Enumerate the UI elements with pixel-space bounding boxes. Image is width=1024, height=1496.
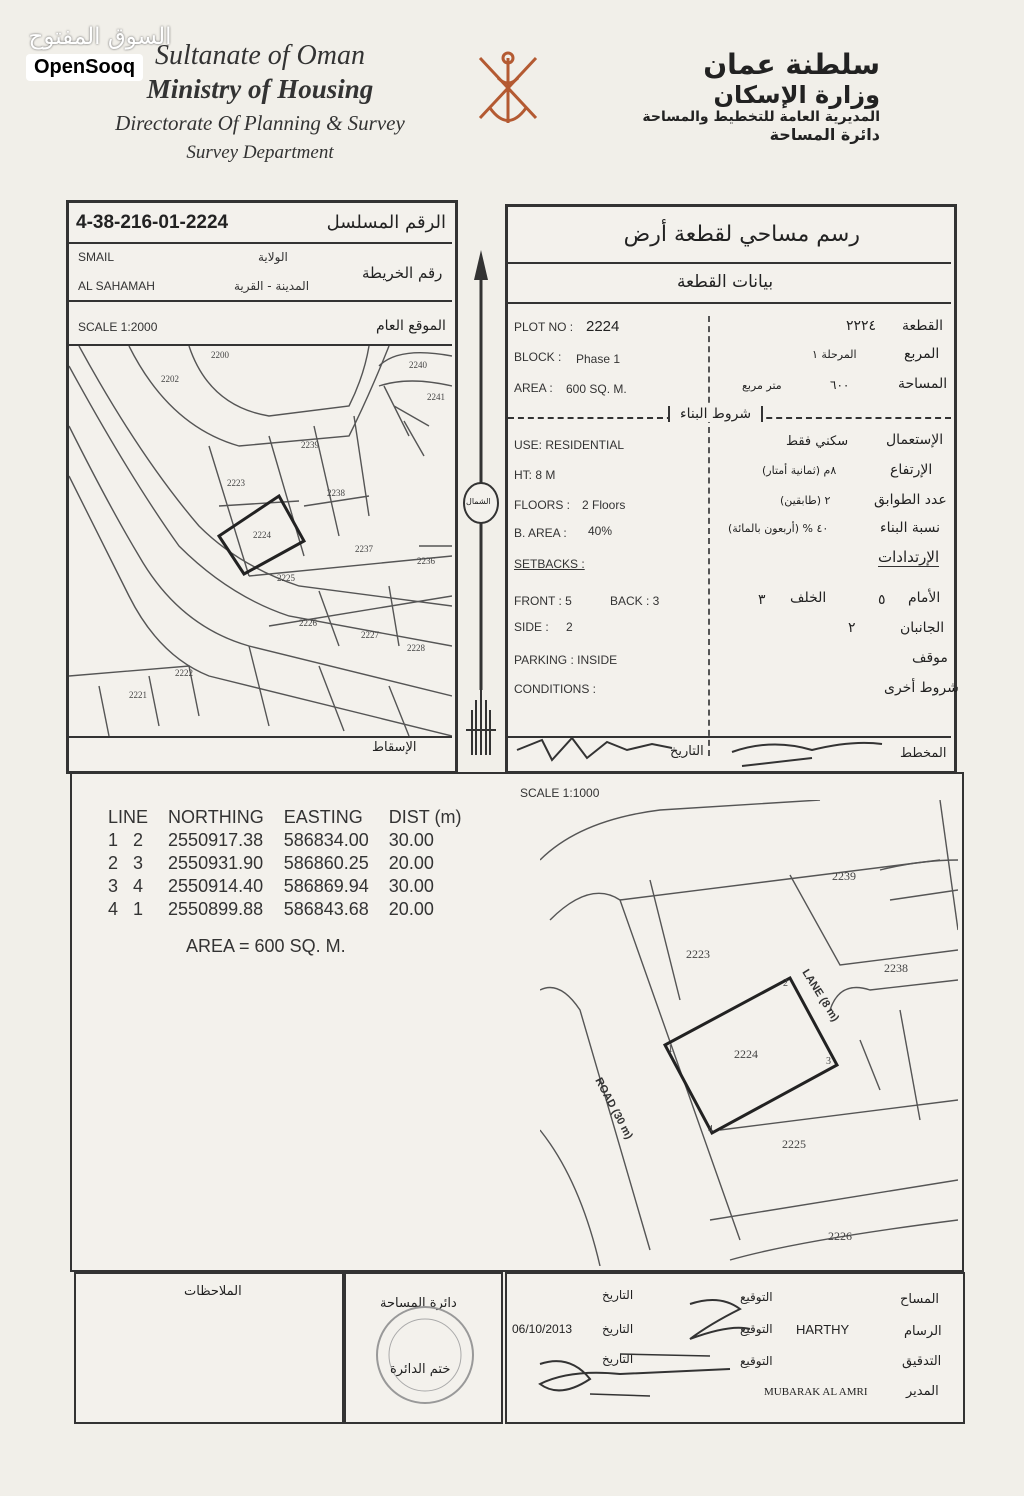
detail-plot-label: 2225	[782, 1137, 806, 1151]
building-area-ar-label: نسبة البناء	[880, 520, 941, 536]
location-map	[69, 346, 452, 736]
floors-label: FLOORS :	[514, 498, 571, 512]
plot-no-value: 2224	[586, 318, 620, 335]
drafter-date: 06/10/2013	[512, 1322, 573, 1336]
date-label: التاريخ	[602, 1322, 634, 1336]
coord-line: 2 3	[108, 853, 144, 873]
table-row	[98, 875, 471, 898]
map-plot-label: 2225	[277, 573, 295, 583]
wilayat-label: الولاية	[258, 250, 288, 264]
coord-line: 3 4	[108, 876, 144, 896]
conditions-ar-label: شروط أخرى	[884, 680, 959, 696]
header-ar-line3: المديرية العامة للتخطيط والمساحة	[642, 109, 880, 125]
floors-ar-value: ٢ (طابقين)	[780, 494, 831, 507]
watermark-arabic: السوق المفتوح	[28, 24, 172, 50]
back-setback-label: BACK : 3	[610, 594, 660, 608]
side-setback-value: 2	[566, 620, 573, 634]
plot-data-subtitle: بيانات القطعة	[676, 272, 774, 292]
surveyor-label: المساح	[900, 1292, 940, 1307]
front-setback-ar-value: ٥	[878, 592, 886, 608]
city-label: المدينة - القرية	[234, 279, 310, 293]
header-arabic	[640, 48, 880, 144]
building-area-ar-value: ٤٠ % (أربعون بالمائة)	[728, 522, 829, 535]
coord-dist: 30.00	[388, 876, 434, 896]
lane-label: LANE (8 m)	[799, 967, 842, 1024]
header-en-line3: Directorate Of Planning & Survey	[115, 111, 405, 135]
planner-date-label: التاريخ	[670, 744, 704, 759]
drafter-name: HARTHY	[796, 1322, 850, 1337]
scale-general: SCALE 1:2000	[78, 320, 158, 334]
map-plot-label: 2228	[407, 643, 425, 653]
detail-scale: SCALE 1:1000	[520, 786, 600, 800]
map-plot-label: 2240	[409, 360, 427, 370]
block-value: Phase 1	[576, 352, 621, 366]
area-value: 600 SQ. M.	[566, 382, 627, 396]
serial-number: 4-38-216-01-2224	[76, 212, 229, 233]
coord-northing: 2550931.90	[168, 853, 264, 873]
coord-line: 1 2	[108, 830, 144, 850]
signatures-scribble	[530, 1284, 760, 1414]
coord-easting: 586834.00	[283, 830, 369, 850]
setbacks-ar-label: الإرتدادات	[878, 548, 940, 566]
map-plot-label: 2223	[227, 478, 245, 488]
detail-plot-label: 2238	[884, 961, 908, 975]
location-label: الموقع العام	[376, 318, 446, 334]
director-name: MUBARAK AL AMRI	[764, 1386, 868, 1398]
use-ar-label: الإستعمال	[886, 432, 944, 448]
road-label: ROAD (30 m)	[592, 1075, 635, 1142]
map-plot-label: 2226	[299, 618, 317, 628]
map-number-label: رقم الخريطة	[362, 264, 443, 282]
coord-easting: 586860.25	[283, 853, 369, 873]
divider	[69, 300, 452, 302]
detail-map	[540, 800, 958, 1266]
map-plot-label: 2241	[427, 392, 445, 402]
plot-no-label: PLOT NO :	[514, 320, 574, 334]
coord-header: EASTING	[283, 807, 363, 827]
use-ar-value: سكني فقط	[786, 434, 849, 449]
floors-value: 2 Floors	[582, 498, 626, 512]
map-plot-label: 2236	[417, 556, 435, 566]
coord-northing: 2550899.88	[168, 899, 264, 919]
side-setback-label: SIDE :	[514, 620, 549, 634]
header-en-line1: Sultanate of Oman	[155, 40, 365, 71]
height-ar-label: الإرتفاع	[890, 462, 933, 478]
plot-ar-label: القطعة	[902, 318, 943, 334]
detail-plot-label: 2223	[686, 947, 710, 961]
notes-label: الملاحظات	[184, 1284, 242, 1299]
block-ar-value: المرحلة ١	[812, 348, 857, 361]
map-plot-label: 2227	[361, 630, 379, 640]
coord-easting: 586869.94	[283, 876, 369, 896]
signature-label: التوقيع	[740, 1322, 773, 1336]
coord-dist: 20.00	[388, 899, 434, 919]
divider	[508, 262, 951, 264]
coord-line: 4 1	[108, 899, 144, 919]
plot-ar-value: ٢٢٢٤	[846, 318, 877, 334]
area-ar-label: المساحة	[898, 376, 948, 392]
total-area: AREA = 600 SQ. M.	[186, 936, 346, 956]
table-row	[98, 898, 471, 921]
coord-easting: 586843.68	[283, 899, 369, 919]
floors-ar-label: عدد الطوابق	[874, 492, 947, 508]
header-en-line4: Survey Department	[186, 142, 334, 163]
oman-emblem-icon	[468, 38, 548, 138]
planner-label: المخطط	[900, 746, 947, 761]
back-setback-ar-value: ٣	[758, 592, 766, 608]
serial-label: الرقم المسلسل	[326, 212, 446, 233]
block-ar-label: المربع	[904, 346, 940, 362]
north-label: الشمال	[466, 497, 491, 506]
header-en-line2: Ministry of Housing	[146, 74, 374, 104]
header-ar-line4: دائرة المساحة	[769, 125, 880, 144]
projection-label: الإسقاط	[372, 740, 417, 755]
coord-dist: 30.00	[388, 830, 434, 850]
divider	[69, 242, 452, 244]
watermark-brand: OpenSooq	[26, 54, 143, 81]
side-setback-ar-value: ٢	[848, 620, 856, 636]
table-row	[98, 829, 471, 852]
header-english	[110, 40, 410, 164]
department-label: دائرة المساحة	[380, 1296, 457, 1311]
signature-label: التوقيع	[740, 1354, 773, 1368]
north-arrow-icon	[458, 250, 504, 770]
coordinates-table	[98, 806, 471, 921]
column-divider	[708, 316, 710, 756]
area-ar-unit: متر مربع	[742, 379, 782, 392]
department-stamp-icon	[370, 1300, 480, 1410]
corner-label: 2	[783, 978, 788, 989]
date-label: التاريخ	[602, 1288, 634, 1302]
coord-header: DIST (m)	[388, 807, 462, 827]
parking-ar-label: موقف	[912, 650, 948, 666]
serial-row	[76, 212, 446, 234]
area-ar-value: ٦٠٠	[830, 378, 850, 392]
area-label: AREA :	[514, 381, 553, 395]
map-plot-label: 2224	[253, 530, 271, 540]
height-ar-value: ٨م (ثمانية أمتار)	[762, 464, 837, 477]
corner-label: 1	[668, 1044, 673, 1055]
block-label: BLOCK :	[514, 350, 562, 364]
map-plot-label: 2222	[175, 668, 193, 678]
coord-northing: 2550914.40	[168, 876, 264, 896]
director-label: المدير	[906, 1384, 939, 1399]
date-label: التاريخ	[602, 1352, 634, 1366]
document-title: رسم مساحي لقطعة أرض	[623, 222, 860, 247]
signature-label: التوقيع	[740, 1290, 773, 1304]
coord-header: LINE	[108, 807, 149, 827]
wilayat-value: SMAIL	[78, 250, 115, 264]
coord-dist: 20.00	[388, 853, 434, 873]
use-label: USE: RESIDENTIAL	[514, 438, 625, 452]
header-ar-line1: سلطنة عمان	[703, 48, 880, 81]
height-label: HT: 8 M	[514, 468, 556, 482]
drafter-label: الرسام	[904, 1324, 942, 1339]
table-row	[98, 852, 471, 875]
coord-northing: 2550917.38	[168, 830, 264, 850]
building-conditions-title: شروط البناء	[668, 406, 763, 422]
corner-label: 4	[708, 1124, 713, 1135]
map-plot-label: 2238	[327, 488, 345, 498]
header-ar-line2: وزارة الإسكان	[713, 81, 880, 109]
corner-label: 3	[826, 1056, 831, 1067]
department-stamp-label: ختم الدائرة	[390, 1362, 451, 1377]
setbacks-label: SETBACKS :	[514, 557, 585, 571]
map-plot-label: 2202	[161, 374, 179, 384]
front-setback-ar-label: الأمام	[908, 590, 941, 606]
divider	[508, 302, 951, 304]
map-plot-label: 2239	[301, 440, 319, 450]
detail-plot-label: 2224	[734, 1047, 758, 1061]
building-area-value: 40%	[588, 524, 613, 538]
back-setback-ar-label: الخلف	[790, 590, 827, 606]
city-value: AL SAHAMAH	[78, 279, 155, 293]
divider	[69, 736, 452, 738]
parking-label: PARKING : INSIDE	[514, 653, 618, 667]
conditions-label: CONDITIONS :	[514, 682, 597, 696]
map-plot-label: 2237	[355, 544, 373, 554]
front-setback-label: FRONT : 5	[514, 594, 572, 608]
coord-header: NORTHING	[168, 807, 264, 827]
map-plot-label: 2221	[129, 690, 147, 700]
checker-label: التدقيق	[902, 1354, 942, 1369]
detail-plot-label: 2226	[828, 1229, 852, 1243]
detail-plot-label: 2239	[832, 869, 856, 883]
side-setback-ar-label: الجانبان	[900, 620, 945, 636]
building-area-label: B. AREA :	[514, 526, 567, 540]
map-plot-label: 2200	[211, 350, 229, 360]
